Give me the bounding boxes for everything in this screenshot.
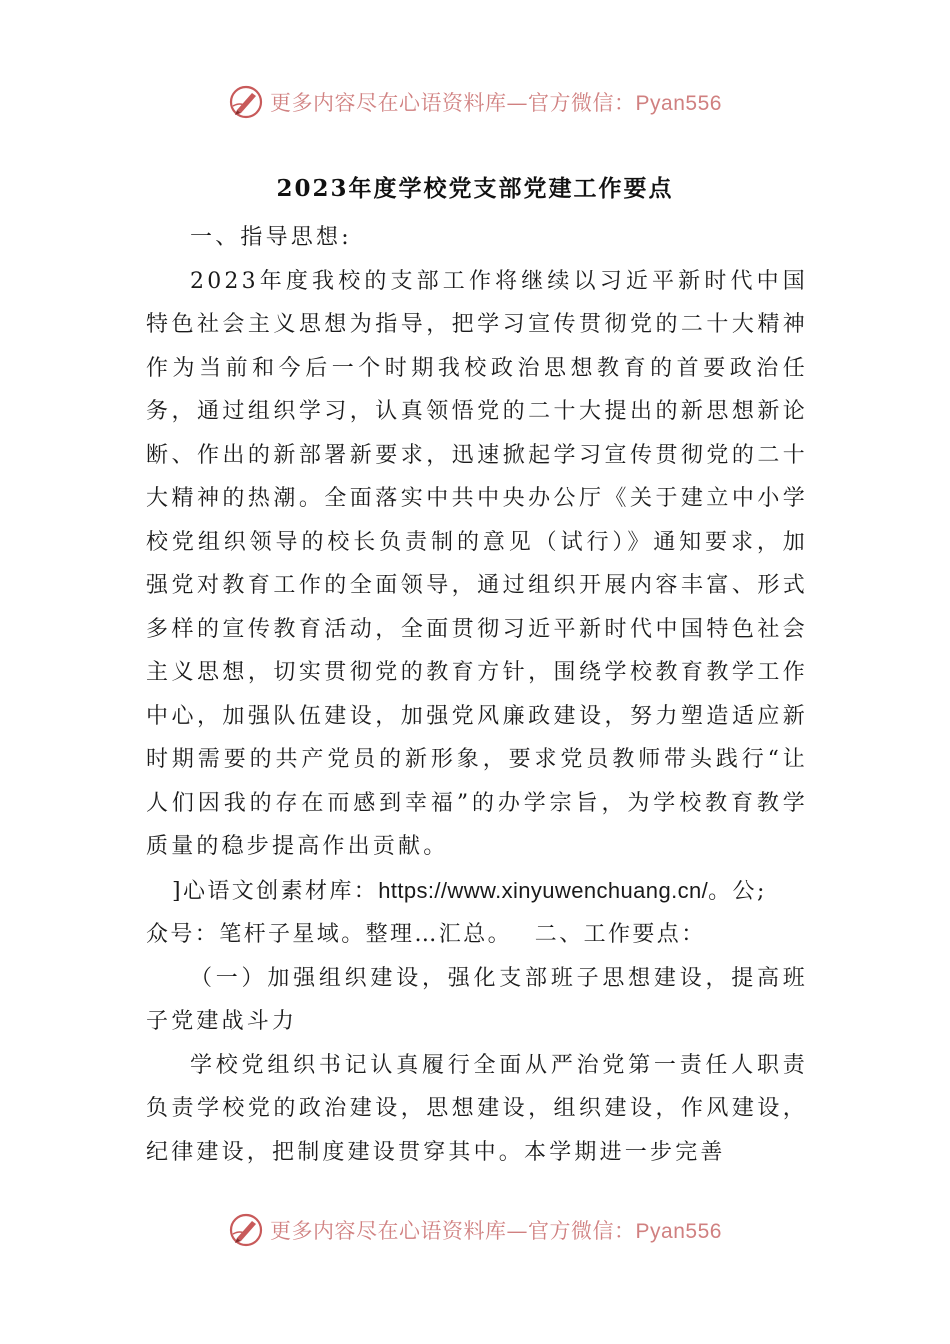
- pen-logo-icon: [228, 1212, 264, 1248]
- source-line-2: 众号：笔杆子星域。整理…汇总。 二、工作要点：: [146, 922, 706, 947]
- banner-wechat-id: Pyan556: [635, 1220, 722, 1243]
- section1-heading: 一、指导思想:: [190, 225, 352, 250]
- document-body: [146, 216, 808, 1174]
- banner-text: 更多内容尽在心语资料库—官方微信：: [270, 91, 636, 115]
- header-banner: [0, 80, 950, 124]
- source-line: [146, 869, 808, 914]
- pen-logo-icon: [228, 84, 264, 120]
- banner-text: 更多内容尽在心语资料库—官方微信：: [270, 1219, 636, 1243]
- source-suffix: 。公;: [708, 878, 767, 904]
- document-title: 2023年度学校党支部党建工作要点: [276, 175, 674, 202]
- subsection1-paragraph: 学校党组织书记认真履行全面从严治党第一责任人职责负责学校党的政治建设，思想建设，组织建设，作风建设，纪律建设，把制度建设贯穿其中。本学期进一步完善: [146, 1052, 808, 1165]
- section1-paragraph: 2023年度我校的支部工作将继续以习近平新时代中国特色社会主义思想为指导，把学习宣传贯彻党的二十大精神作为当前和今后一个时期我校政治思想教育的首要政治任务，通过组织学习，认真领悟党的二十大提出的新思想新论断、作出的新部署新要求，迅速掀起学习宣传贯彻党的二十大精神的热潮。全面落实中共中央办公厅《关于建立中小学校党组织领导的校长负责制的意见（试行）》通知要求，加强党对教育工作的全面领导，通过组织开展内容丰富、形式多样的宣传教育活动，全面贯彻习近平新时代中国特色社会主义思想，切实贯彻党的教育方针，围绕学校教育教学工作中心，加强队伍建设，加强党风廉政建设，努力塑造适应新时期需要的共产党员的新形象，要求党员教师带头践行“让人们因我的存在而感到幸福”的办学宗旨，为学校教育教学质量的稳步提高作出贡献。: [146, 268, 808, 859]
- source-prefix: ]心语文创素材库：: [172, 878, 379, 904]
- subsection1-heading: （一）加强组织建设，强化支部班子思想建设，提高班子党建战斗力: [146, 965, 808, 1034]
- source-url-link[interactable]: https://www.xinyuwenchuang.cn/: [378, 877, 709, 903]
- banner-wechat-id: Pyan556: [635, 92, 722, 115]
- footer-banner: [0, 1208, 950, 1252]
